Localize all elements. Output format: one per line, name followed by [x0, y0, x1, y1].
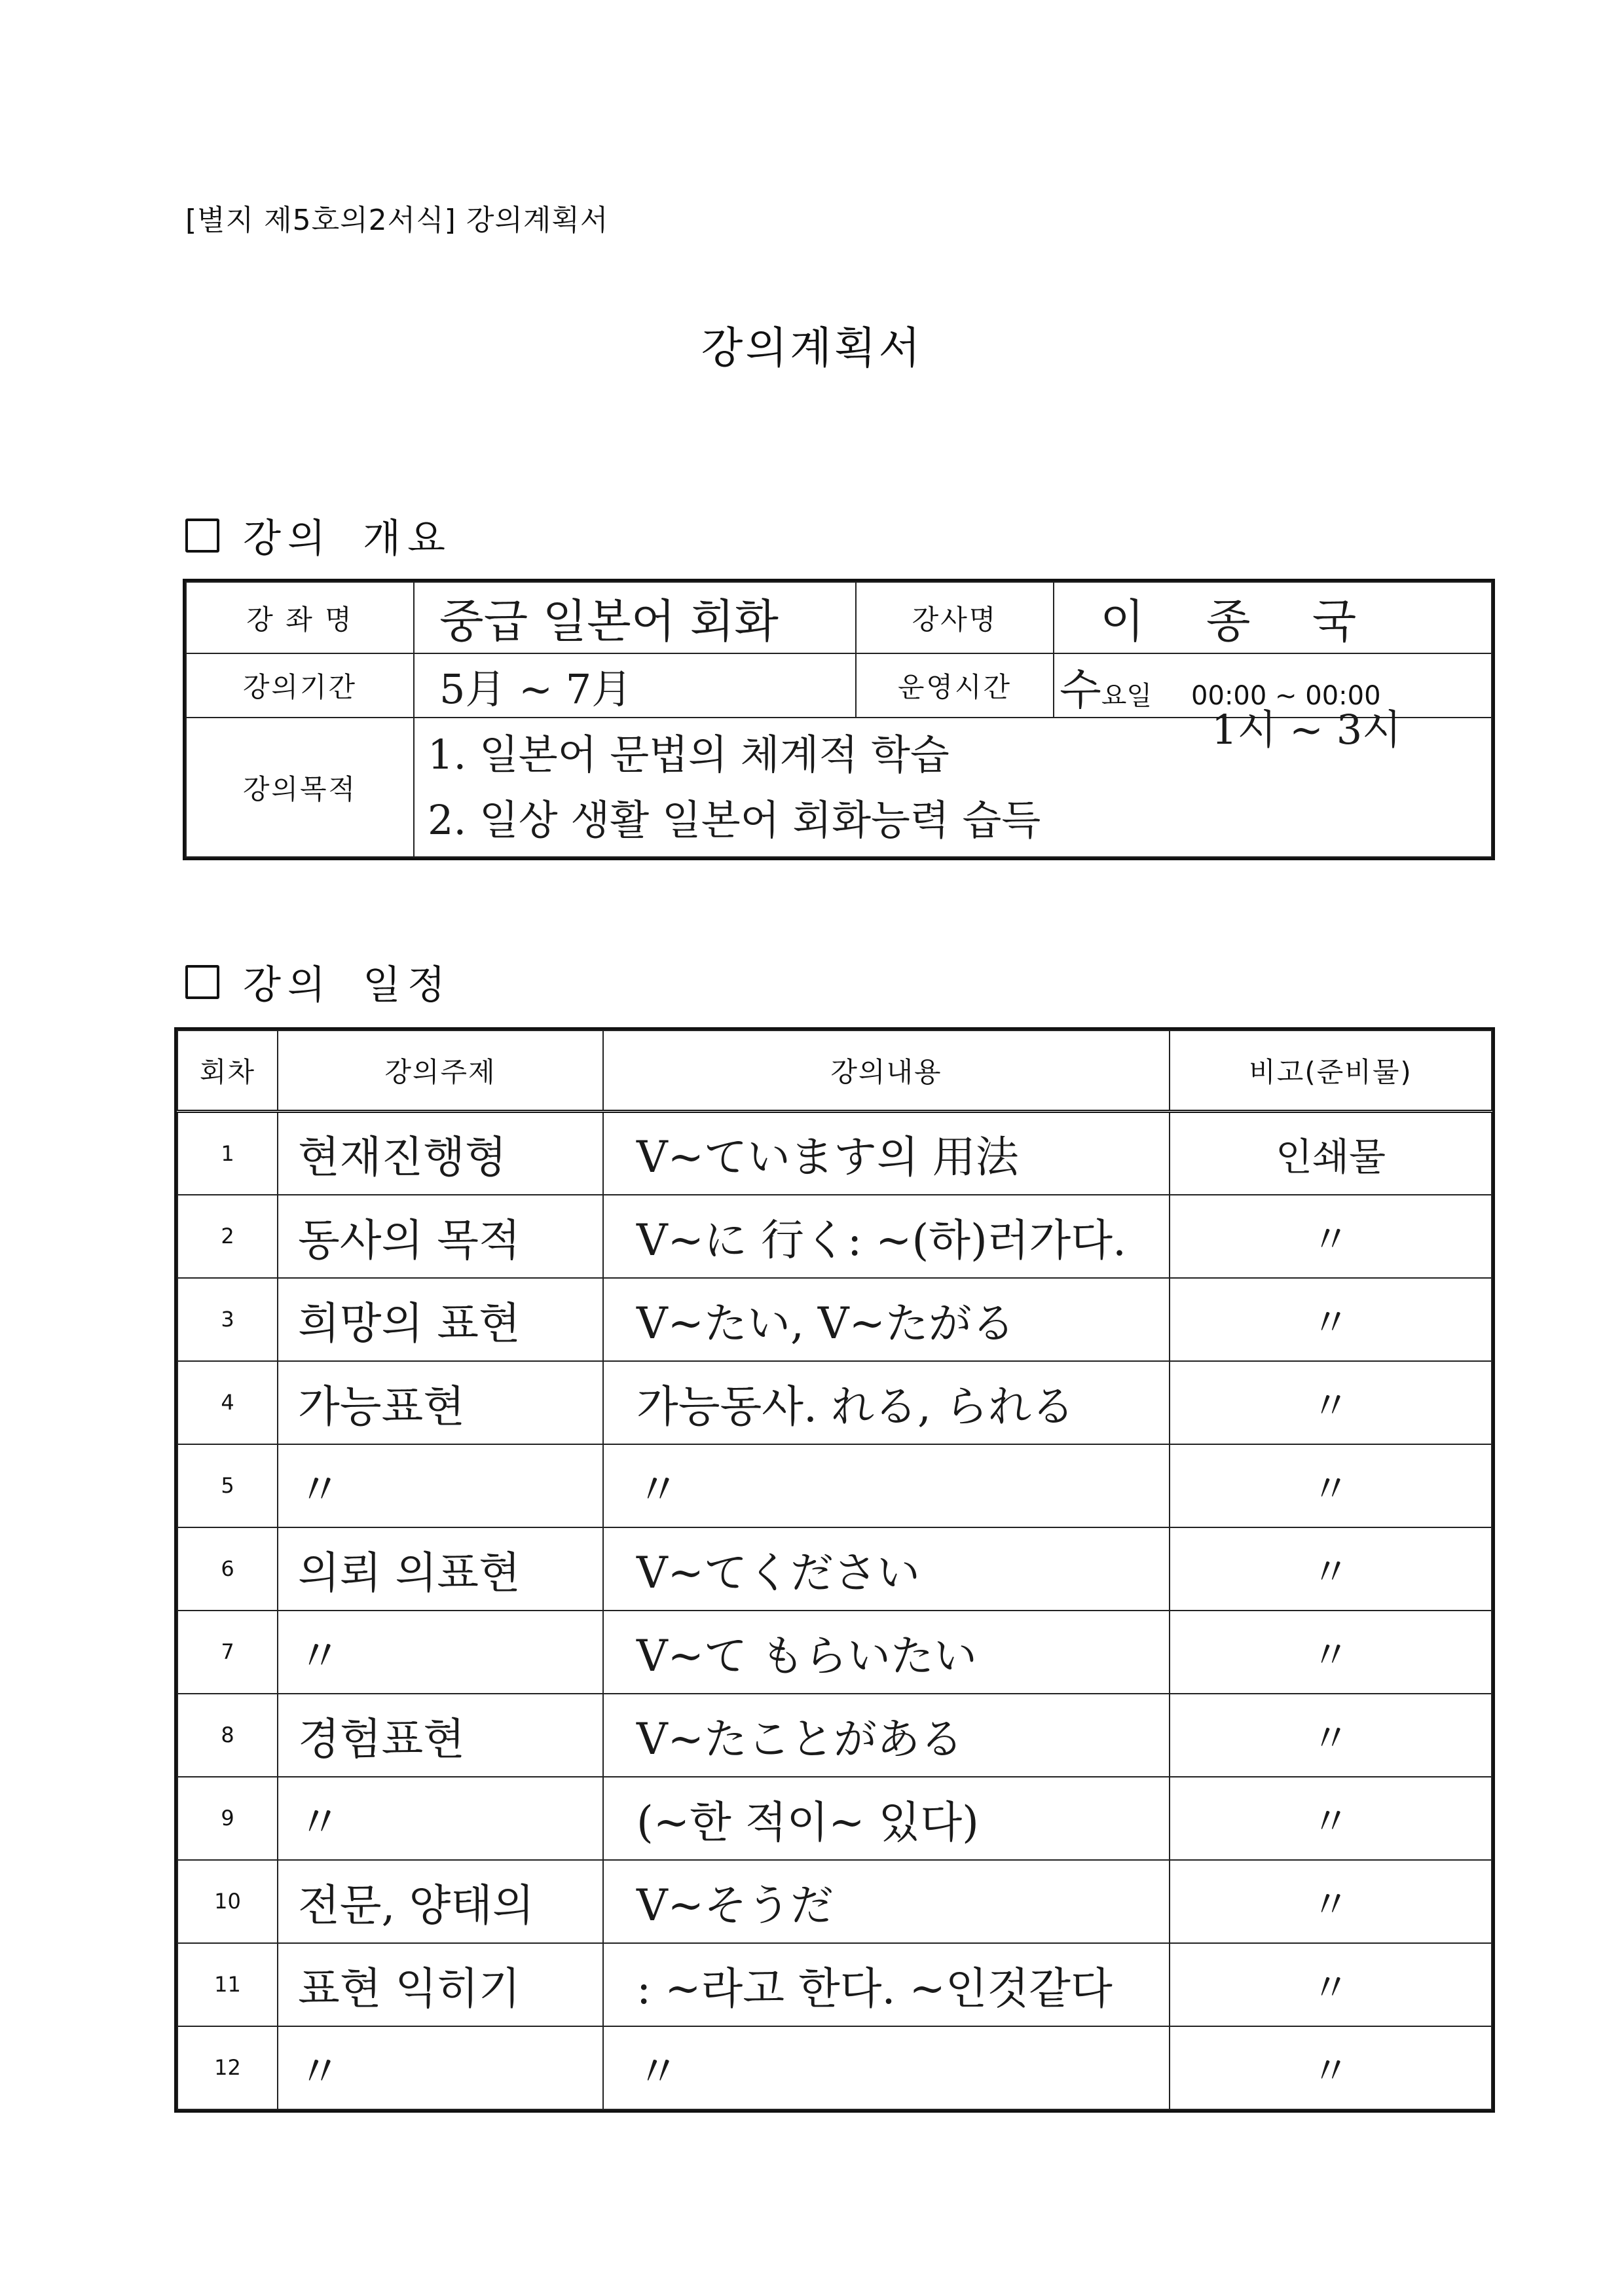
row-topic: 〃: [278, 1777, 603, 1860]
period-value: 5月 ~ 7月: [414, 653, 856, 718]
schedule-row: [177, 1361, 1492, 1444]
hours-annotation: 1시 ~ 3시: [1211, 706, 1402, 754]
row-content: V~て もらいたい: [603, 1611, 1170, 1694]
schedule-section-heading: [185, 954, 452, 1010]
schedule-row: [177, 1943, 1492, 2026]
row-note: 〃: [1170, 1527, 1492, 1611]
schedule-row: [177, 1611, 1492, 1694]
row-number: 5: [177, 1444, 278, 1527]
schedule-row: [177, 1278, 1492, 1361]
row-note: 〃: [1170, 1943, 1492, 2026]
document-title: 강의계획서: [701, 323, 923, 373]
schedule-row: [177, 1195, 1492, 1278]
schedule-row: [177, 2026, 1492, 2109]
overview-section-title: 강의 개요: [243, 516, 452, 562]
row-content: V~そうだ: [603, 1860, 1170, 1943]
instructor-value: 이 종 국: [1054, 582, 1492, 653]
schedule-row: [177, 1112, 1492, 1195]
schedule-row: [177, 1527, 1492, 1611]
course-name-label: 강 좌 명: [186, 582, 414, 653]
schedule-row: [177, 1860, 1492, 1943]
row-topic: 〃: [278, 2026, 603, 2109]
row-note: 〃: [1170, 1278, 1492, 1361]
row-number: 2: [177, 1195, 278, 1278]
row-note: 〃: [1170, 1444, 1492, 1527]
row-note: 〃: [1170, 2026, 1492, 2109]
header-content: 강의내용: [603, 1030, 1170, 1112]
row-topic: 〃: [278, 1444, 603, 1527]
row-note: 〃: [1170, 1611, 1492, 1694]
instructor-label: 강사명: [856, 582, 1054, 653]
row-note: 〃: [1170, 1694, 1492, 1777]
row-content: : ~라고 한다. ~인것같다: [603, 1943, 1170, 2026]
row-number: 1: [177, 1112, 278, 1195]
row-note: 인쇄물: [1170, 1112, 1492, 1195]
schedule-row: [177, 1777, 1492, 1860]
row-content: (~한 적이~ 있다): [603, 1777, 1170, 1860]
row-note: 〃: [1170, 1777, 1492, 1860]
row-number: 4: [177, 1361, 278, 1444]
row-content: 〃: [603, 2026, 1170, 2109]
goal-item-1: 1. 일본어 문법의 체계적 학습: [428, 730, 950, 778]
row-number: 6: [177, 1527, 278, 1611]
row-topic: 희망의 표현: [278, 1278, 603, 1361]
row-content: V~たい, V~たがる: [603, 1278, 1170, 1361]
row-content: 〃: [603, 1444, 1170, 1527]
row-topic: 〃: [278, 1611, 603, 1694]
row-note: 〃: [1170, 1860, 1492, 1943]
checkbox-icon: [185, 965, 219, 999]
schedule-table: [177, 1030, 1492, 2110]
row-topic: 표현 익히기: [278, 1943, 603, 2026]
goal-item-2: 2. 일상 생활 일본어 회화능력 습득: [428, 795, 1041, 844]
row-number: 7: [177, 1611, 278, 1694]
row-number: 11: [177, 1943, 278, 2026]
row-topic: 동사의 목적: [278, 1195, 603, 1278]
hours-label: 운영시간: [856, 653, 1054, 718]
row-number: 12: [177, 2026, 278, 2109]
header-session: 회차: [177, 1030, 278, 1112]
hours-day-suffix: 요일: [1101, 680, 1153, 711]
row-topic: 전문, 양태의: [278, 1860, 603, 1943]
schedule-section-title: 강의 일정: [243, 962, 452, 1008]
row-number: 8: [177, 1694, 278, 1777]
overview-section-heading: [185, 507, 452, 564]
course-name-value: 중급 일본어 회화: [414, 582, 856, 653]
row-topic: 현재진행형: [278, 1112, 603, 1195]
checkbox-icon: [185, 519, 219, 553]
form-label: [별지 제5호의2서식] 강의계획서: [185, 204, 609, 237]
row-content: V~に 行く: ~(하)러가다.: [603, 1195, 1170, 1278]
hours-day: 수: [1060, 664, 1101, 715]
schedule-row: [177, 1694, 1492, 1777]
row-number: 3: [177, 1278, 278, 1361]
row-topic: 의뢰 의표현: [278, 1527, 603, 1611]
header-notes: 비고(준비물): [1170, 1030, 1492, 1112]
row-note: 〃: [1170, 1195, 1492, 1278]
header-topic: 강의주제: [278, 1030, 603, 1112]
row-content: V~ています의 用法: [603, 1112, 1170, 1195]
schedule-row: [177, 1444, 1492, 1527]
row-content: V~てください: [603, 1527, 1170, 1611]
period-label: 강의기간: [186, 653, 414, 718]
row-topic: 가능표현: [278, 1361, 603, 1444]
row-content: 가능동사. れる, られる: [603, 1361, 1170, 1444]
hours-time: 00:00 ~ 00:00: [1191, 680, 1381, 711]
goal-label: 강의목적: [186, 718, 414, 857]
row-number: 10: [177, 1860, 278, 1943]
row-note: 〃: [1170, 1361, 1492, 1444]
row-number: 9: [177, 1777, 278, 1860]
row-topic: 경험표현: [278, 1694, 603, 1777]
row-content: V~たことがある: [603, 1694, 1170, 1777]
